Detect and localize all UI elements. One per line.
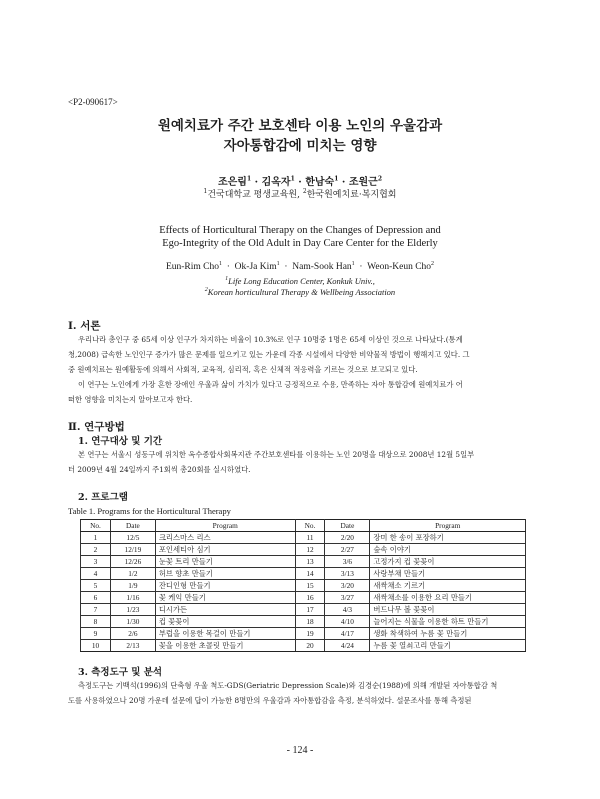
table-row: [81, 580, 526, 592]
cell-date: 2/13: [110, 640, 155, 652]
cell-program: 포인세티아 심기: [155, 544, 295, 556]
cell-program: 늘어지는 식물을 이용한 하트 만들기: [370, 616, 526, 628]
subjects-paragraph: [68, 447, 532, 477]
author-name: Eun-Rim Cho: [165, 262, 219, 272]
text-line: 우리나라 총인구 중 65세 이상 인구가 차지하는 비율이 10.3%로 인구 10명중 1명은 65세 이상인 것으로 나타났다.(통계: [78, 335, 463, 344]
affiliation-korean: [0, 187, 600, 200]
author-name: 조은림: [217, 177, 247, 188]
cell-date: 3/20: [325, 580, 370, 592]
cell-program: 꽃 케익 만들기: [155, 592, 295, 604]
cell-program: 새싹채소 기르기: [370, 580, 526, 592]
affil-text: 건국대학교 평생교육원,: [207, 190, 303, 200]
cell-program: 부럽을 이용한 목걸이 만들기: [155, 628, 295, 640]
table-row: [81, 532, 526, 544]
cell-date: 1/16: [110, 592, 155, 604]
cell-date: 2/6: [110, 628, 155, 640]
cell-program: 잔디인형 만들기: [155, 580, 295, 592]
header-date: Date: [110, 520, 155, 532]
author-sup: 2: [377, 175, 383, 183]
cell-date: 12/5: [110, 532, 155, 544]
table-row: [81, 640, 526, 652]
cell-no: 3: [81, 556, 111, 568]
text-line: 측정도구는 기백석(1996)의 단축형 우울 척도-GDS(Geriatric Depression Scale)와 김경순(1988)에 의해 개발된 자아통합감 척: [78, 681, 498, 690]
cell-no: 2: [81, 544, 111, 556]
introduction-paragraph: [68, 332, 532, 407]
text-line: 터 2009년 4월 24일까지 주1회씩 총20회를 실시하였다.: [68, 465, 251, 474]
cell-date: 4/10: [325, 616, 370, 628]
cell-program: 버드나무 볼 꽃꽂이: [370, 604, 526, 616]
author-sup: 1: [276, 260, 280, 267]
measures-paragraph: [68, 678, 532, 708]
table-row: [81, 616, 526, 628]
cell-program: 장미 한 송이 포장하기: [370, 532, 526, 544]
cell-no: 20: [295, 640, 325, 652]
cell-program: 사랑부채 만들기: [370, 568, 526, 580]
cell-date: 12/26: [110, 556, 155, 568]
text-line: 이 연구는 노인에게 가장 흔한 장애인 우울과 삶이 가치가 있다고 긍정적으로 수용, 만족하는 자아 통합감에 원예치료가 어: [78, 380, 463, 389]
author-name: 한남숙: [305, 177, 335, 188]
author-sup: 1: [219, 260, 222, 267]
header-program: Program: [370, 520, 526, 532]
cell-no: 4: [81, 568, 111, 580]
cell-no: 1: [81, 532, 111, 544]
paper-title-line-1: 원예치료가 주간 보호센타 이용 노인의 우울감과: [157, 118, 443, 134]
cell-program: 눈꽃 트리 만들기: [155, 556, 295, 568]
paper-title-line-2: 자아통합감에 미치는 영향: [223, 138, 377, 154]
cell-program: 꽃을 이용한 초콜릿 만들기: [155, 640, 295, 652]
text-line: 청,2008) 급속한 노인인구 증가가 많은 문제를 일으키고 있는 가운데 각종 시설에서 다양한 비약물적 방법이 행해지고 있다. 그: [68, 350, 470, 359]
cell-date: 1/9: [110, 580, 155, 592]
cell-no: 9: [81, 628, 111, 640]
program-table: [80, 519, 526, 652]
authors-korean: 조은림$^1$ · 김옥자$^1$ · 한남숙$^1$ · 조원근$^2$: [217, 175, 383, 188]
cell-no: 7: [81, 604, 111, 616]
subsection-heading-subjects: 1. 연구대상 및 기간: [78, 436, 163, 447]
cell-no: 5: [81, 580, 111, 592]
cell-program: 디시가든: [155, 604, 295, 616]
cell-no: 10: [81, 640, 111, 652]
header-no: No.: [81, 520, 111, 532]
header-program: Program: [155, 520, 295, 532]
table-row: [81, 556, 526, 568]
text-line: 본 연구는 서울시 성동구에 위치한 옥수종합사회복지관 주간보호센타를 이용하는 노인 20명을 대상으로 2008년 12월 5일부: [78, 450, 475, 459]
cell-date: 4/24: [325, 640, 370, 652]
cell-program: 크리스마스 리스: [155, 532, 295, 544]
author-sup: 1: [334, 175, 339, 183]
cell-date: 1/30: [110, 616, 155, 628]
paper-code: <P2-090617>: [68, 97, 118, 107]
cell-program: 허브 향초 만들기: [155, 568, 295, 580]
cell-date: 3/27: [325, 592, 370, 604]
affil-sup: 1: [225, 276, 229, 283]
section-heading-methods: Ⅱ. 연구방법: [68, 421, 125, 433]
table-header-row: [81, 520, 526, 532]
author-sup: 1: [351, 260, 355, 267]
affil-sup: 2: [204, 287, 208, 294]
cell-program: 새싹채소를 이용한 요리 만들기: [370, 592, 526, 604]
cell-program: 숲속 이야기: [370, 544, 526, 556]
cell-no: 15: [295, 580, 325, 592]
cell-no: 8: [81, 616, 111, 628]
cell-program: 누름 꽃 열쇠고리 만들기: [370, 640, 526, 652]
cell-date: 1/2: [110, 568, 155, 580]
author-name: Nam-Sook Han: [292, 262, 352, 272]
text-line: 떠한 영향을 미치는지 알아보고자 한다.: [68, 395, 193, 404]
english-title-line-2: Ego-Integrity of the Old Adult in Day Care Center for the Elderly: [162, 238, 438, 249]
cell-date: 3/13: [325, 568, 370, 580]
cell-no: 17: [295, 604, 325, 616]
affil-text: Life Long Education Center, Konkuk Univ.,: [228, 276, 375, 286]
cell-no: 18: [295, 616, 325, 628]
header-date: Date: [325, 520, 370, 532]
cell-program: 생화 착색하여 누름 꽃 만들기: [370, 628, 526, 640]
table-row: [81, 568, 526, 580]
author-name: Ok-Ja Kim: [234, 262, 277, 272]
affil-text: 한국원예치료·복지협회: [306, 190, 397, 200]
cell-date: 3/6: [325, 556, 370, 568]
cell-program: 컵 꽃꽂이: [155, 616, 295, 628]
cell-no: 6: [81, 592, 111, 604]
author-name: 조원근: [348, 177, 378, 188]
cell-no: 12: [295, 544, 325, 556]
affiliation-english-1: [0, 276, 600, 286]
cell-date: 1/23: [110, 604, 155, 616]
author-name: 김옥자: [261, 177, 291, 188]
cell-no: 13: [295, 556, 325, 568]
cell-date: 2/27: [325, 544, 370, 556]
text-line: 도를 사용하였으나 20명 가운데 설문에 답이 가능한 8명만의 우울감과 자아통합감을 측정, 분석하였다. 설문조사를 통해 측정된: [68, 696, 472, 705]
table-row: [81, 628, 526, 640]
cell-date: 12/19: [110, 544, 155, 556]
cell-no: 11: [295, 532, 325, 544]
cell-no: 14: [295, 568, 325, 580]
author-sup: 1: [246, 175, 252, 183]
authors-english: Eun-Rim Cho$^1$ · Ok-Ja Kim$^1$ · Nam-Sook Han$^1$ · Weon-Keun Cho$^2$: [165, 260, 435, 272]
cell-date: 2/20: [325, 532, 370, 544]
author-sup: 2: [431, 260, 435, 267]
section-heading-introduction: Ⅰ. 서론: [68, 320, 101, 332]
table-row: [81, 604, 526, 616]
cell-program: 고정가지 컵 꽃꽂이: [370, 556, 526, 568]
affiliation-english-2: [0, 287, 600, 297]
affil-sup: 1: [203, 188, 208, 195]
subsection-heading-program: 2. 프로그램: [78, 492, 128, 503]
author-name: Weon-Keun Cho: [367, 262, 432, 272]
author-sup: 1: [290, 175, 295, 183]
cell-no: 16: [295, 592, 325, 604]
cell-date: 4/3: [325, 604, 370, 616]
affil-text: Korean horticultural Therapy & Wellbeing Association: [207, 287, 396, 297]
text-line: 중 원예치료는 원예활동에 의해서 사회적, 교육적, 심리적, 혹은 신체적 적응력을 기르는 것으로 보고되고 있다.: [68, 365, 418, 374]
table-caption: Table 1. Programs for the Horticultural Therapy: [68, 506, 231, 516]
subsection-heading-measures: 3. 측정도구 및 분석: [78, 667, 163, 678]
english-title-line-1: Effects of Horticultural Therapy on the Changes of Depression and: [159, 225, 441, 236]
header-no: No.: [295, 520, 325, 532]
cell-no: 19: [295, 628, 325, 640]
cell-date: 4/17: [325, 628, 370, 640]
page-number: - 124 -: [286, 745, 314, 756]
table-row: [81, 544, 526, 556]
table-row: [81, 592, 526, 604]
affil-sup: 2: [302, 188, 307, 195]
